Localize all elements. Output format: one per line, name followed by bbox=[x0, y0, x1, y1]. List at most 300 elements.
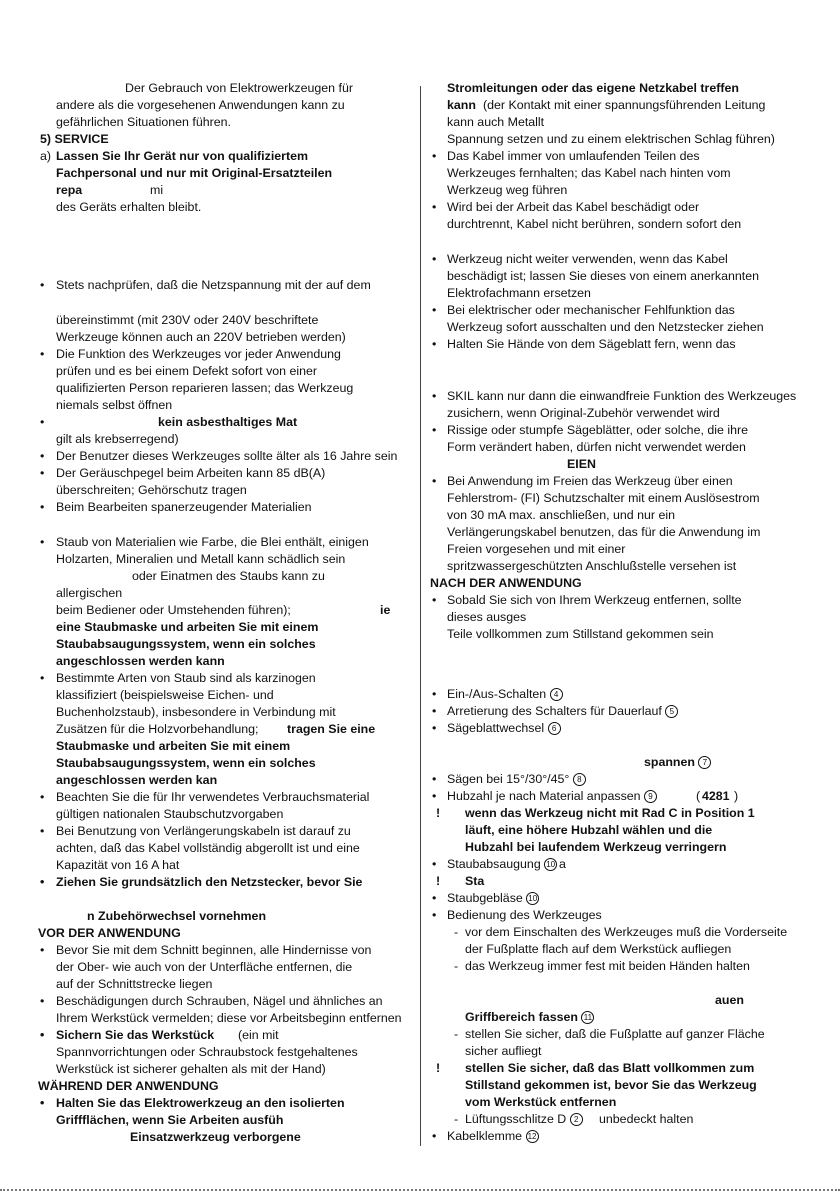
reference-number-circle: 10 bbox=[526, 892, 539, 905]
text-line-content: • bbox=[40, 278, 45, 292]
text-line bbox=[56, 942, 371, 959]
text-line bbox=[447, 251, 728, 268]
text-line bbox=[567, 456, 596, 473]
text-line bbox=[599, 1111, 693, 1128]
text-line-content: prüfen und es bei einem Defekt sofort von einer bbox=[56, 364, 318, 378]
text-line-content: Zusätzen für die Holzvorbehandlung; bbox=[56, 722, 259, 736]
text-line bbox=[87, 908, 266, 925]
text-line bbox=[465, 1026, 765, 1043]
text-line bbox=[125, 80, 353, 97]
text-line-content: Hubzahl bei laufendem Werkzeug verringern bbox=[465, 840, 727, 854]
text-line bbox=[40, 534, 44, 551]
text-line-content: n Zubehörwechsel vornehmen bbox=[87, 909, 267, 923]
text-line bbox=[715, 992, 744, 1009]
text-line-content: gültigen nationalen Staubschutzvorgaben bbox=[56, 807, 284, 821]
text-line-content: ! bbox=[436, 806, 441, 820]
text-line-content: Ihrem Werkstück vermelden; diese vor Arbeitsbeginn entfernen bbox=[56, 1011, 402, 1025]
text-line-content: Stromleitungen oder das eigene Netzkabel treffen bbox=[447, 81, 739, 95]
text-line-content: • bbox=[432, 687, 437, 701]
text-line-content: • bbox=[432, 474, 437, 488]
text-line-content: • bbox=[432, 1129, 437, 1143]
text-line bbox=[432, 856, 436, 873]
text-line bbox=[56, 114, 231, 131]
text-line bbox=[40, 670, 44, 687]
text-line-content: beschädigt ist; lassen Sie dieses von einem anerkannten bbox=[447, 269, 760, 283]
text-line-content: von 30 mA max. anschließen, und nur ein bbox=[447, 508, 675, 522]
text-line bbox=[56, 465, 325, 482]
text-line-content: • bbox=[40, 875, 45, 889]
text-line-content: qualifizierten Person reparieren lassen; das Werkzeug bbox=[56, 381, 354, 395]
text-line bbox=[40, 823, 44, 840]
text-line bbox=[56, 551, 345, 568]
text-line bbox=[40, 499, 44, 516]
text-line bbox=[447, 1128, 539, 1145]
text-line-content: spritzwassergeschützten Anschlußstelle versehen ist bbox=[447, 559, 737, 573]
text-line-content: angeschlossen werden kann bbox=[56, 654, 225, 668]
text-line-content: Staubabsaugungssystem, wenn ein solches bbox=[56, 637, 316, 651]
text-line bbox=[56, 346, 341, 363]
text-line bbox=[56, 329, 346, 346]
text-line-content: Ein-/Aus-Schalten bbox=[447, 687, 547, 701]
text-line-content: a bbox=[559, 857, 566, 871]
text-line-content: gilt als krebserregend) bbox=[56, 432, 179, 446]
text-line bbox=[56, 1061, 326, 1078]
text-line-content: Halten Sie Hände von dem Sägeblatt fern, wenn das bbox=[447, 337, 736, 351]
text-line-content: • bbox=[432, 200, 437, 214]
text-line bbox=[447, 182, 567, 199]
text-line bbox=[447, 703, 678, 720]
text-line bbox=[56, 857, 179, 874]
text-line bbox=[56, 534, 369, 551]
text-line bbox=[465, 941, 731, 958]
text-line-content: Sta bbox=[465, 874, 485, 888]
text-line-content: niemals selbst öffnen bbox=[56, 398, 173, 412]
text-line bbox=[465, 1094, 616, 1111]
text-line bbox=[56, 806, 283, 823]
text-line-content: ie bbox=[380, 603, 391, 617]
text-line bbox=[734, 788, 738, 805]
text-line-content: • bbox=[40, 415, 45, 429]
text-line bbox=[56, 448, 397, 465]
text-line bbox=[432, 302, 436, 319]
text-line-content: Lassen Sie Ihr Gerät nur von qualifiziertem bbox=[56, 149, 309, 163]
text-line-content: • bbox=[432, 857, 437, 871]
text-line bbox=[56, 636, 316, 653]
reference-number-circle: 10 bbox=[544, 858, 557, 871]
text-line bbox=[56, 585, 122, 602]
text-line bbox=[56, 165, 332, 182]
text-line bbox=[56, 687, 274, 704]
text-line bbox=[447, 686, 563, 703]
text-line bbox=[38, 925, 181, 942]
text-line-content: Fehlerstrom- (FI) Schutzschalter mit einem Auslösestrom bbox=[447, 491, 760, 505]
text-line bbox=[559, 856, 566, 873]
text-line bbox=[447, 97, 476, 114]
text-line-content: • bbox=[432, 303, 437, 317]
text-line-content: Arretierung des Schalters für Dauerlauf bbox=[447, 704, 662, 718]
reference-number-circle: 12 bbox=[526, 1130, 539, 1143]
text-line-content: • bbox=[40, 347, 45, 361]
text-line bbox=[150, 182, 163, 199]
text-line bbox=[287, 721, 375, 738]
text-line bbox=[56, 959, 352, 976]
text-line bbox=[432, 720, 436, 737]
text-line bbox=[432, 686, 436, 703]
text-line bbox=[447, 131, 775, 148]
text-line bbox=[56, 721, 259, 738]
text-line bbox=[380, 602, 390, 619]
text-line bbox=[465, 873, 484, 890]
text-line bbox=[432, 388, 436, 405]
text-line-content: Hubzahl je nach Material anpassen bbox=[447, 789, 641, 803]
text-line-content: tragen Sie eine bbox=[287, 722, 376, 736]
text-line-content: übereinstimmt (mit 230V oder 240V beschriftete bbox=[56, 313, 319, 327]
text-line-content: klassifiziert (beispielsweise Eichen- und bbox=[56, 688, 274, 702]
text-line-content: ) bbox=[734, 789, 739, 803]
text-line bbox=[56, 789, 369, 806]
text-line-content: vom Werkstück entfernen bbox=[465, 1095, 617, 1109]
text-line-content: • bbox=[432, 789, 437, 803]
text-line-content: angeschlossen werden kan bbox=[56, 773, 218, 787]
text-line-content: - bbox=[454, 959, 459, 973]
text-line-content: ! bbox=[436, 1061, 441, 1075]
text-line bbox=[132, 568, 325, 585]
text-line bbox=[454, 1111, 458, 1128]
text-line bbox=[56, 755, 316, 772]
text-line-content: der Fußplatte flach auf dem Werkstück aufliegen bbox=[465, 942, 732, 956]
text-line bbox=[432, 703, 436, 720]
text-line-content: • bbox=[40, 824, 45, 838]
text-line bbox=[40, 789, 44, 806]
text-line-content: (der Kontakt mit einer spannungsführenden Leitung bbox=[483, 98, 766, 112]
text-line-content: a) bbox=[40, 149, 52, 163]
text-line bbox=[56, 670, 316, 687]
text-line-content: 5) SERVICE bbox=[40, 132, 109, 146]
text-line-content: der Ober- wie auch von der Unterfläche entfernen, die bbox=[56, 960, 353, 974]
text-line bbox=[432, 199, 436, 216]
text-line bbox=[447, 285, 591, 302]
text-line-content: andere als die vorgesehenen Anwendungen kann zu bbox=[56, 98, 345, 112]
text-line-content: • bbox=[432, 149, 437, 163]
text-line-content: Verlängerungskabel benutzen, das für die Anwendung im bbox=[447, 525, 761, 539]
text-line bbox=[447, 890, 539, 907]
text-line-content: durchtrennt, Kabel nicht berühren, sondern sofort den bbox=[447, 217, 742, 231]
text-line-content: Kapazität von 16 A hat bbox=[56, 858, 180, 872]
text-line-content: - bbox=[454, 925, 459, 939]
text-line bbox=[465, 958, 750, 975]
text-line-content: • bbox=[432, 252, 437, 266]
text-line-content: • bbox=[432, 389, 437, 403]
text-line bbox=[447, 524, 760, 541]
text-line-content: ! bbox=[436, 874, 441, 888]
text-line-content: Lüftungsschlitze D bbox=[465, 1112, 567, 1126]
text-line bbox=[432, 771, 436, 788]
text-line-content: Elektrofachmann ersetzen bbox=[447, 286, 591, 300]
text-line-content: - bbox=[454, 1027, 459, 1041]
text-line bbox=[447, 490, 760, 507]
text-line bbox=[56, 363, 317, 380]
text-line bbox=[130, 1129, 301, 1146]
text-line-content: Der Gebrauch von Elektrowerkzeugen für bbox=[125, 81, 353, 95]
text-line bbox=[447, 592, 742, 609]
text-line-content: Der Benutzer dieses Werkzeuges sollte älter als 16 Jahre sein bbox=[56, 449, 398, 463]
text-line bbox=[56, 380, 353, 397]
text-line-content: • bbox=[432, 891, 437, 905]
text-line bbox=[38, 1078, 219, 1095]
text-line-content: läuft, eine höhere Hubzahl wählen und die bbox=[465, 823, 713, 837]
text-line bbox=[432, 148, 436, 165]
text-line-content: Spannvorrichtungen oder Schraubstock festgehaltenes bbox=[56, 1045, 358, 1059]
text-line bbox=[40, 942, 44, 959]
text-line bbox=[436, 1060, 440, 1077]
text-line-content: Griffbereich fassen bbox=[465, 1010, 578, 1024]
text-line-content: WÄHREND DER ANWENDUNG bbox=[38, 1079, 219, 1093]
text-line bbox=[432, 788, 436, 805]
text-line-content: Bei elektrischer oder mechanischer Fehlfunktion das bbox=[447, 303, 735, 317]
text-line-content: Ziehen Sie grundsätzlich den Netzstecker, bevor Sie bbox=[56, 875, 363, 889]
text-line-content: stellen Sie sicher, daß das Blatt vollkommen zum bbox=[465, 1061, 755, 1075]
text-line-content: Beim Bearbeiten spanerzeugender Materialien bbox=[56, 500, 312, 514]
text-line bbox=[56, 312, 318, 329]
text-line bbox=[447, 199, 699, 216]
text-line bbox=[56, 772, 217, 789]
text-line-content: Die Funktion des Werkzeuges vor jeder Anwendung bbox=[56, 347, 341, 361]
text-line bbox=[447, 439, 746, 456]
text-line-content: des Geräts erhalten bleibt. bbox=[56, 200, 202, 214]
text-line-content: dieses ausges bbox=[447, 610, 527, 624]
text-line-content: Bei Benutzung von Verlängerungskabeln ist darauf zu bbox=[56, 824, 351, 838]
text-line bbox=[158, 414, 297, 431]
text-line bbox=[432, 592, 436, 609]
text-line bbox=[432, 890, 436, 907]
text-line-content: • bbox=[40, 466, 45, 480]
text-line-content: überschreiten; Gehörschutz tragen bbox=[56, 483, 247, 497]
text-line bbox=[56, 431, 179, 448]
text-line-content: Sägen bei 15°/30°/45° bbox=[447, 772, 570, 786]
text-line bbox=[447, 268, 759, 285]
text-line-content: Staubmaske und arbeiten Sie mit einem bbox=[56, 739, 291, 753]
text-line-content: • bbox=[40, 943, 45, 957]
column-divider bbox=[420, 86, 421, 1146]
text-line bbox=[40, 148, 51, 165]
text-line-content: • bbox=[432, 423, 437, 437]
text-line-content: Sobald Sie sich von Ihrem Werkzeug entfernen, sollte bbox=[447, 593, 742, 607]
text-line bbox=[56, 148, 308, 165]
text-line-content: Staubabsaugung bbox=[447, 857, 541, 871]
text-line-content: (ein mit bbox=[238, 1028, 279, 1042]
text-line-content: Wird bei der Arbeit das Kabel beschädigt oder bbox=[447, 200, 700, 214]
text-line-content: das Werkzeug immer fest mit beiden Händen halten bbox=[465, 959, 750, 973]
text-line bbox=[40, 448, 44, 465]
text-line bbox=[56, 840, 360, 857]
text-line bbox=[465, 822, 712, 839]
text-line-content: ( bbox=[696, 789, 701, 803]
text-line bbox=[465, 1111, 583, 1128]
reference-number-circle: 5 bbox=[665, 705, 678, 718]
text-line-content: Einsatzwerkzeug verborgene bbox=[130, 1130, 301, 1144]
text-line bbox=[56, 653, 225, 670]
text-line bbox=[447, 148, 700, 165]
text-line bbox=[447, 473, 733, 490]
text-line bbox=[238, 1027, 279, 1044]
text-line-content: Bei Anwendung im Freien das Werkzeug über einen bbox=[447, 474, 733, 488]
text-line bbox=[447, 80, 739, 97]
text-line-content: VOR DER ANWENDUNG bbox=[38, 926, 181, 940]
text-line bbox=[447, 114, 544, 131]
text-line bbox=[56, 976, 212, 993]
text-line bbox=[40, 1095, 44, 1112]
text-line bbox=[56, 874, 362, 891]
text-line-content: sicher aufliegt bbox=[465, 1044, 542, 1058]
text-line-content: Griffflächen, wenn Sie Arbeiten ausfüh bbox=[56, 1113, 284, 1127]
text-line bbox=[447, 422, 748, 439]
text-line bbox=[447, 771, 586, 788]
text-line-content: spannen bbox=[644, 755, 695, 769]
page-bottom-rule bbox=[0, 1189, 840, 1191]
text-line bbox=[447, 336, 736, 353]
text-line-content: Werkzeug sofort ausschalten und den Netzstecker ziehen bbox=[447, 320, 764, 334]
text-line bbox=[447, 626, 714, 643]
text-line bbox=[447, 302, 735, 319]
text-line bbox=[56, 1095, 345, 1112]
text-line bbox=[454, 958, 458, 975]
text-line-content: wenn das Werkzeug nicht mit Rad C in Position 1 bbox=[465, 806, 755, 820]
text-line-content: NACH DER ANWENDUNG bbox=[430, 576, 582, 590]
text-line-content: Beachten Sie die für Ihr verwendetes Verbrauchsmaterial bbox=[56, 790, 370, 804]
reference-number-circle: 2 bbox=[570, 1113, 583, 1126]
text-line-content: unbedeckt halten bbox=[599, 1112, 694, 1126]
text-line bbox=[56, 1010, 402, 1027]
text-line-content: Werkstück ist sicherer gehalten als mit der Hand) bbox=[56, 1062, 326, 1076]
text-line bbox=[56, 499, 312, 516]
text-line-content: • bbox=[432, 704, 437, 718]
text-line bbox=[465, 805, 755, 822]
text-line-content: auen bbox=[715, 993, 744, 1007]
text-line-content: kein asbesthaltiges Mat bbox=[158, 415, 298, 429]
text-line-content: • bbox=[40, 1028, 45, 1042]
text-line-content: Kabelklemme bbox=[447, 1129, 523, 1143]
text-line bbox=[454, 1026, 458, 1043]
text-line-content: Stets nachprüfen, daß die Netzspannung mit der auf dem bbox=[56, 278, 371, 292]
text-line-content: - bbox=[454, 1112, 459, 1126]
text-line-content: oder Einatmen des Staubs kann zu bbox=[132, 569, 325, 583]
text-line bbox=[40, 346, 44, 363]
text-line bbox=[447, 720, 561, 737]
text-line bbox=[432, 473, 436, 490]
text-line-content: achten, daß das Kabel vollständig abgerollt ist und eine bbox=[56, 841, 360, 855]
text-line-content: • bbox=[432, 908, 437, 922]
text-line-content: • bbox=[40, 1096, 45, 1110]
reference-number-circle: 9 bbox=[644, 790, 657, 803]
text-line bbox=[447, 319, 764, 336]
text-line bbox=[432, 422, 436, 439]
text-line bbox=[40, 993, 44, 1010]
text-line bbox=[56, 182, 82, 199]
text-line-content: • bbox=[40, 500, 45, 514]
text-line-content: • bbox=[40, 994, 45, 1008]
text-line bbox=[447, 388, 796, 405]
text-line-content: Form verändert haben, dürfen nicht verwendet werden bbox=[447, 440, 746, 454]
text-line bbox=[696, 788, 700, 805]
text-line-content: Werkzeug weg führen bbox=[447, 183, 568, 197]
text-line-content: 4281 bbox=[702, 789, 730, 803]
text-line-content: stellen Sie sicher, daß die Fußplatte auf ganzer Fläche bbox=[465, 1027, 765, 1041]
text-line bbox=[56, 1044, 358, 1061]
text-line bbox=[40, 277, 44, 294]
text-line bbox=[436, 805, 440, 822]
text-line bbox=[447, 609, 526, 626]
text-line-content: Werkzeuges fernhalten; das Kabel nach hinten vom bbox=[447, 166, 731, 180]
text-line bbox=[56, 397, 172, 414]
text-line-content: eine Staubmaske und arbeiten Sie mit einem bbox=[56, 620, 319, 634]
text-line bbox=[702, 788, 730, 805]
text-line bbox=[465, 839, 726, 856]
text-line-content: Staubgebläse bbox=[447, 891, 523, 905]
text-line-content: Spannung setzen und zu einem elektrischen Schlag führen) bbox=[447, 132, 775, 146]
text-line-content: vor dem Einschalten des Werkzeuges muß die Vorderseite bbox=[465, 925, 788, 939]
text-line-content: Bevor Sie mit dem Schnitt beginnen, alle Hindernisse von bbox=[56, 943, 372, 957]
text-line-content: • bbox=[432, 337, 437, 351]
text-line bbox=[465, 1060, 754, 1077]
text-line bbox=[432, 1128, 436, 1145]
text-line bbox=[56, 277, 371, 294]
text-line bbox=[56, 602, 291, 619]
text-line bbox=[436, 873, 440, 890]
text-line bbox=[56, 704, 336, 721]
text-line-content: • bbox=[432, 772, 437, 786]
text-line-content: Stillstand gekommen ist, bevor Sie das Werkzeug bbox=[465, 1078, 757, 1092]
text-line-content: • bbox=[40, 790, 45, 804]
text-line-content: Halten Sie das Elektrowerkzeug an den isolierten bbox=[56, 1096, 345, 1110]
text-line-content: • bbox=[432, 721, 437, 735]
text-line bbox=[432, 251, 436, 268]
text-line bbox=[56, 97, 345, 114]
text-line-content: Der Geräuschpegel beim Arbeiten kann 85 dB(A) bbox=[56, 466, 326, 480]
text-line bbox=[447, 507, 675, 524]
reference-number-circle: 4 bbox=[550, 688, 563, 701]
text-line bbox=[465, 1043, 541, 1060]
text-line bbox=[483, 97, 765, 114]
text-line-content: Holzarten, Mineralien und Metall kann schädlich sein bbox=[56, 552, 346, 566]
text-line bbox=[447, 541, 625, 558]
text-line-content: allergischen bbox=[56, 586, 123, 600]
text-line-content: EIEN bbox=[567, 457, 596, 471]
text-line-content: SKIL kann nur dann die einwandfreie Funktion des Werkzeuges bbox=[447, 389, 797, 403]
reference-number-circle: 8 bbox=[573, 773, 586, 786]
text-line-content: Bedienung des Werkzeuges bbox=[447, 908, 602, 922]
text-line-content: • bbox=[40, 671, 45, 685]
text-line bbox=[430, 575, 582, 592]
text-line-content: • bbox=[40, 449, 45, 463]
text-line bbox=[454, 924, 458, 941]
text-line-content: Rissige oder stumpfe Sägeblätter, oder solche, die ihre bbox=[447, 423, 748, 437]
text-line bbox=[56, 993, 383, 1010]
reference-number-circle: 6 bbox=[548, 722, 561, 735]
text-line bbox=[644, 754, 711, 771]
text-line-content: • bbox=[432, 593, 437, 607]
reference-number-circle: 11 bbox=[581, 1011, 594, 1024]
text-line bbox=[432, 336, 436, 353]
text-line-content: • bbox=[40, 535, 45, 549]
text-line bbox=[447, 405, 720, 422]
text-line-content: repa bbox=[56, 183, 83, 197]
text-line bbox=[40, 465, 44, 482]
text-line-content: Teile vollkommen zum Stillstand gekommen sein bbox=[447, 627, 714, 641]
text-line bbox=[56, 1112, 283, 1129]
text-line bbox=[465, 924, 787, 941]
text-line-content: beim Bediener oder Umstehenden führen); bbox=[56, 603, 291, 617]
text-line bbox=[40, 1027, 44, 1044]
